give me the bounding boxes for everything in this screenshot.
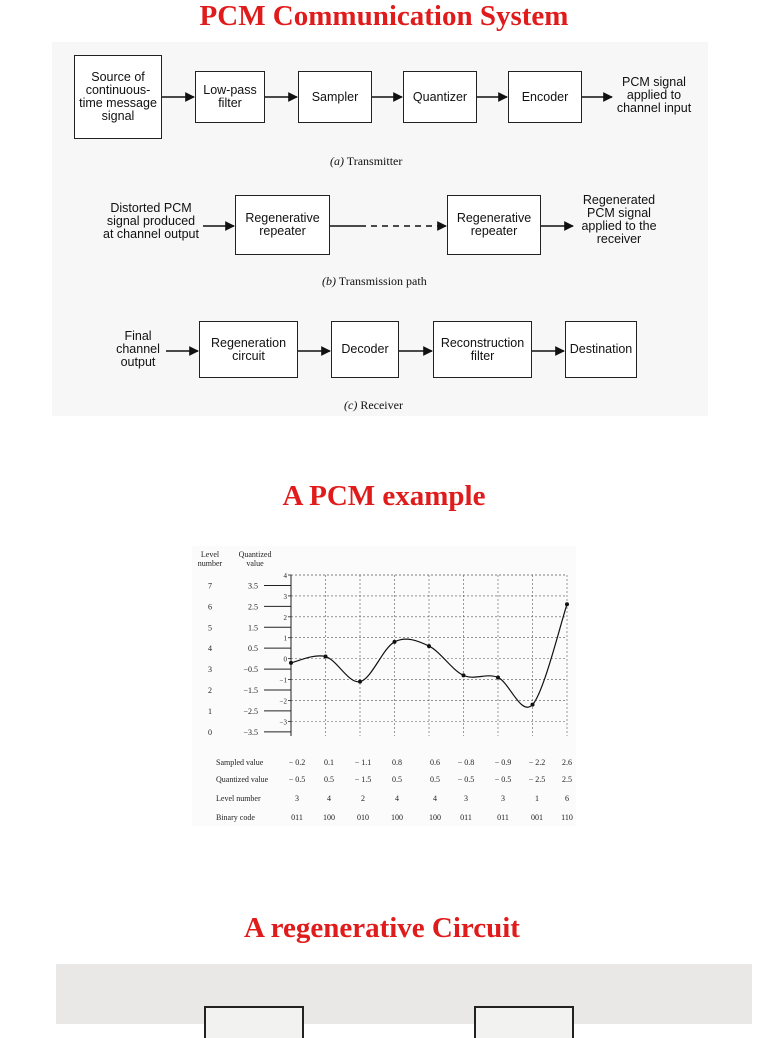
distorted-input-label: Distorted PCM signal produced at channel output (103, 201, 199, 241)
pcm-output-label: PCM signal applied to channel input (616, 75, 692, 115)
example-title: A PCM example (282, 480, 486, 512)
circuit-block-2 (474, 1006, 574, 1038)
table-cell: 100 (323, 813, 335, 822)
table-cell: 011 (497, 813, 509, 822)
reconstruction-filter-block: Reconstruction filter (433, 321, 532, 378)
caption-transmitter: (a) Transmitter (330, 154, 403, 168)
circuit-block-1 (204, 1006, 304, 1038)
table-row-label: Binary code (216, 813, 255, 822)
table-cell: 100 (429, 813, 441, 822)
level-number-label: 7 (208, 581, 212, 591)
table-cell: 100 (391, 813, 403, 822)
quantized-value-label: −0.5 (243, 665, 258, 675)
y-tick-label: 0 (283, 655, 287, 664)
table-cell: 0.1 (324, 758, 334, 767)
sampler-block: Sampler (298, 71, 372, 123)
level-number-label: 4 (208, 644, 212, 654)
header-level-line2: number (197, 559, 223, 568)
y-tick-label: −2 (279, 697, 287, 706)
sample-point (427, 644, 431, 648)
destination-block: Destination (565, 321, 637, 378)
encoder-block: Encoder (508, 71, 582, 123)
table-cell: 0.8 (392, 758, 402, 767)
table-cell: 2 (361, 794, 365, 803)
sample-point (324, 655, 328, 659)
table-cell: − 0.9 (494, 758, 512, 767)
regenerative-repeater-1: Regenerative repeater (235, 195, 330, 255)
level-number-label: 0 (208, 727, 212, 737)
table-cell: 011 (460, 813, 472, 822)
y-tick-label: 3 (283, 592, 287, 601)
caption-transmission: (b) Transmission path (322, 274, 427, 288)
quantized-value-label: −3.5 (243, 727, 258, 737)
table-cell: 2.5 (562, 775, 572, 784)
final-output-label: Final channel output (116, 329, 160, 369)
table-cell: 011 (291, 813, 303, 822)
regenerative-title: A regenerative Circuit (244, 912, 520, 944)
table-cell: 3 (295, 794, 299, 803)
table-cell: 3 (464, 794, 468, 803)
table-cell: 4 (327, 794, 331, 803)
source-block: Source of continuous- time message signal (74, 55, 162, 139)
table-row-label: Level number (216, 794, 261, 803)
table-cell: − 1.1 (354, 758, 372, 767)
level-number-label: 2 (208, 686, 212, 695)
quantized-value-label: −2.5 (243, 706, 258, 716)
quantized-value-label: 3.5 (248, 581, 258, 591)
sample-point (462, 673, 466, 677)
y-tick-label: 2 (283, 613, 287, 622)
table-cell: 0.5 (324, 775, 334, 784)
header-quantized-line2: value (246, 559, 264, 568)
caption-receiver: (c) Receiver (344, 398, 403, 412)
level-number-label: 3 (208, 665, 212, 675)
y-tick-label: −3 (279, 718, 287, 727)
table-cell: − 0.8 (457, 758, 475, 767)
table-cell: 010 (357, 813, 369, 822)
sample-point (565, 602, 569, 606)
quantizer-block: Quantizer (403, 71, 477, 123)
quantized-value-label: 1.5 (248, 623, 258, 633)
table-cell: 6 (565, 794, 569, 803)
header-level-line1: Level (200, 550, 220, 559)
table-row-label: Quantized value (216, 775, 269, 784)
regenerated-output-label: Regenerated PCM signal applied to the receiver (581, 193, 657, 246)
quantized-value-label: −1.5 (243, 686, 258, 695)
y-tick-label: 1 (283, 634, 287, 643)
y-tick-label: 4 (283, 572, 287, 580)
level-number-label: 6 (208, 602, 212, 612)
table-cell: 4 (433, 794, 437, 803)
table-cell: 001 (531, 813, 543, 822)
level-number-label: 5 (208, 623, 212, 633)
table-cell: 2.6 (562, 758, 572, 767)
table-cell: − 0.5 (457, 775, 475, 784)
sample-point (393, 640, 397, 644)
table-row-label: Sampled value (216, 758, 264, 767)
page-title: PCM Communication System (199, 0, 569, 32)
lowpass-filter-block: Low-pass filter (195, 71, 265, 123)
table-cell: 1 (535, 794, 539, 803)
decoder-block: Decoder (331, 321, 399, 378)
quantized-value-label: 2.5 (248, 602, 258, 612)
table-cell: 3 (501, 794, 505, 803)
table-cell: − 0.2 (288, 758, 306, 767)
y-tick-label: −1 (279, 676, 287, 685)
sample-point (358, 680, 362, 684)
table-cell: − 0.5 (494, 775, 512, 784)
regeneration-circuit-block: Regeneration circuit (199, 321, 298, 378)
regenerative-circuit-image (56, 964, 752, 1024)
quantized-value-label: 0.5 (248, 644, 258, 654)
table-cell: 0.6 (430, 758, 440, 767)
table-cell: 0.5 (392, 775, 402, 784)
header-quantized-line1: Quantized (238, 550, 272, 559)
level-number-label: 1 (208, 706, 212, 716)
table-cell: − 2.5 (528, 775, 546, 784)
table-cell: 4 (395, 794, 399, 803)
table-cell: − 2.2 (528, 758, 546, 767)
sample-point (496, 675, 500, 679)
regenerative-repeater-2: Regenerative repeater (447, 195, 541, 255)
table-cell: − 1.5 (354, 775, 372, 784)
sample-point (289, 661, 293, 665)
table-cell: − 0.5 (288, 775, 306, 784)
table-cell: 110 (561, 813, 573, 822)
sample-point (531, 703, 535, 707)
table-cell: 0.5 (430, 775, 440, 784)
